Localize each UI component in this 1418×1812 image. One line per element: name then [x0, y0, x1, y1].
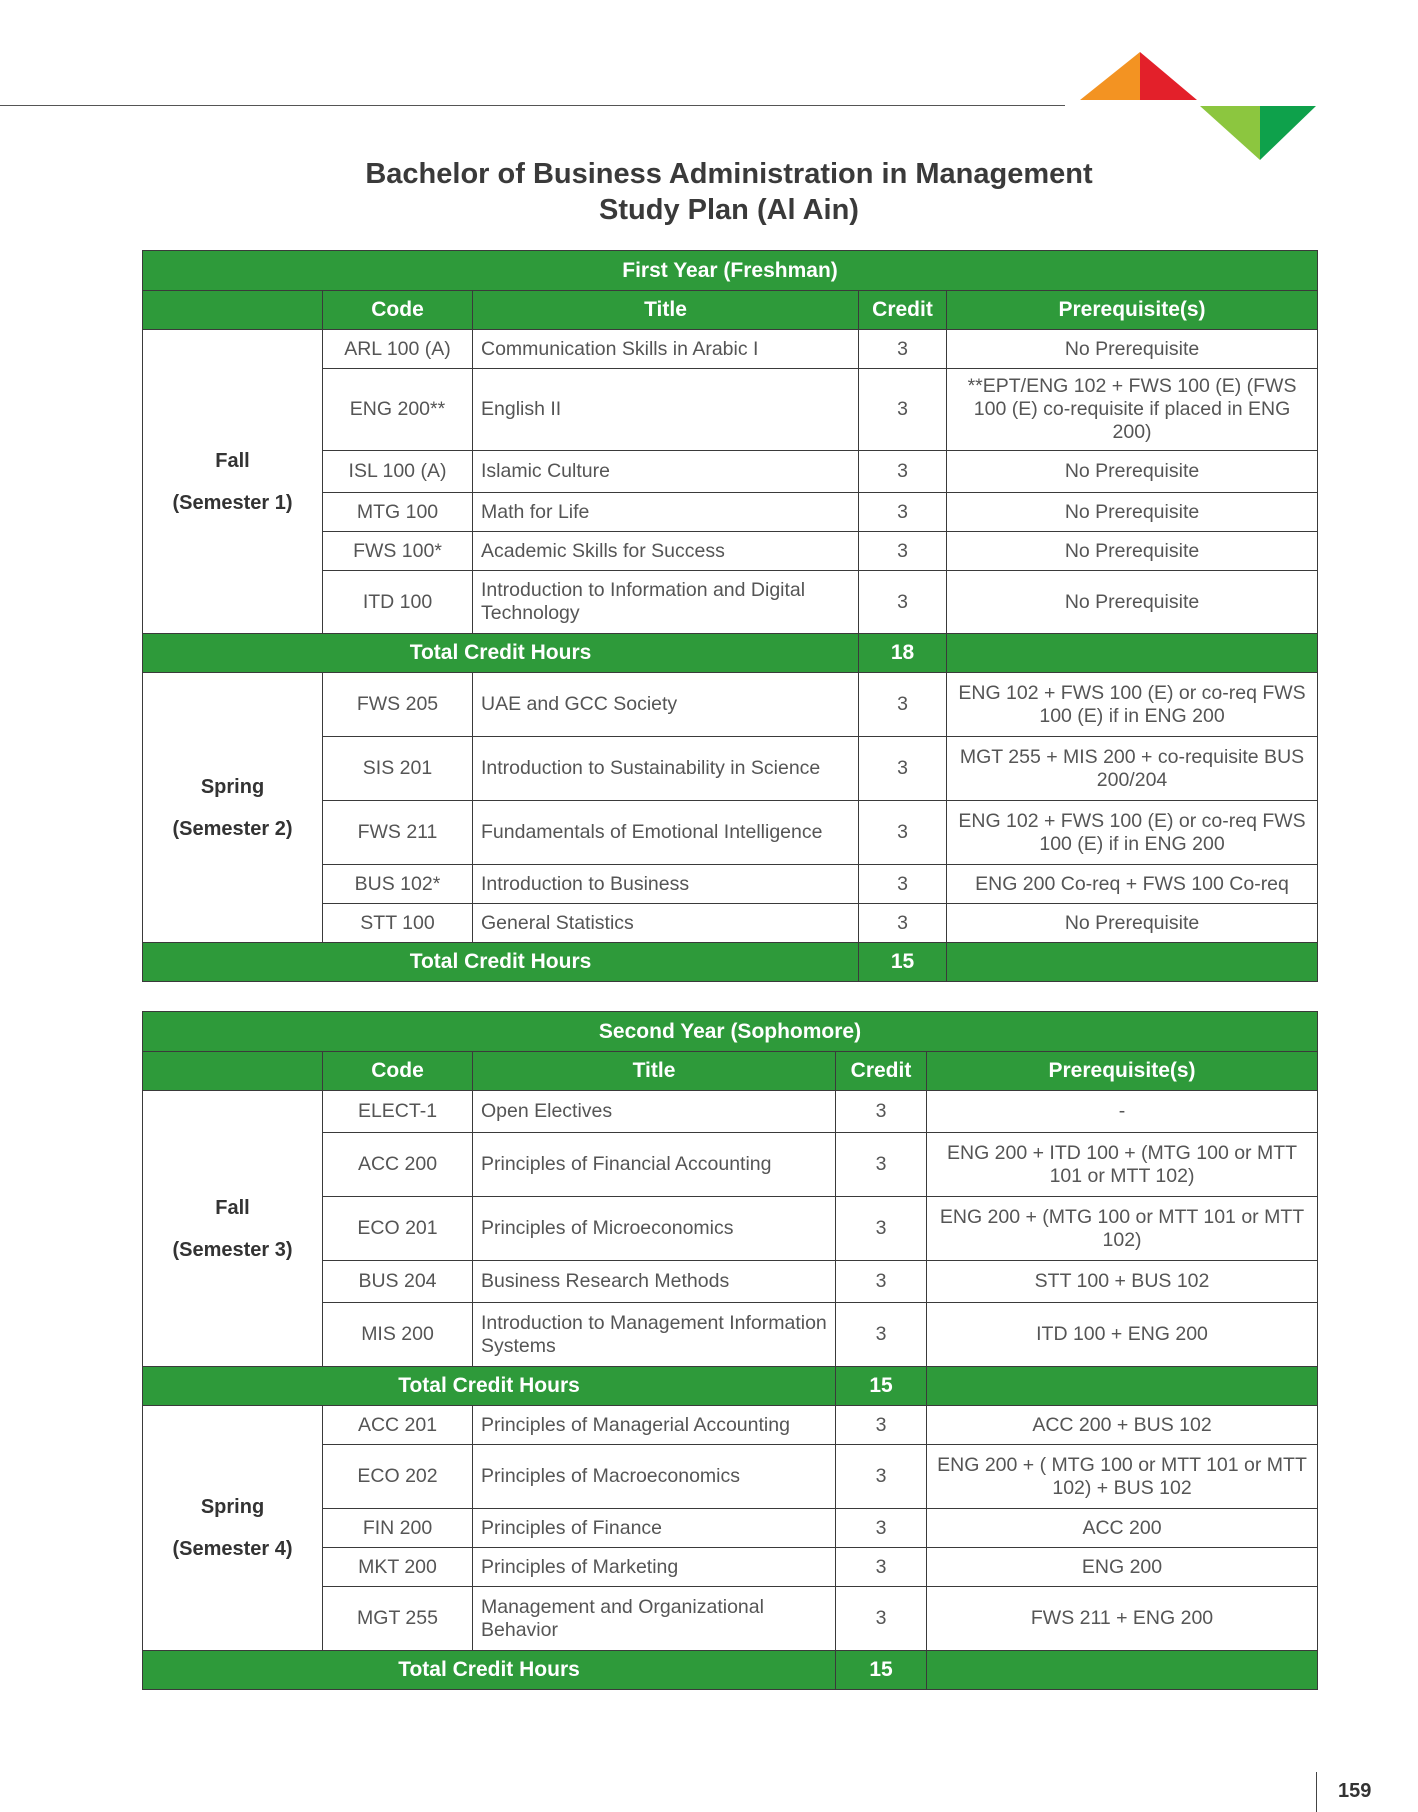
total-blank [927, 1651, 1318, 1690]
course-title [473, 571, 859, 634]
triangle-logo-icon [1080, 48, 1320, 164]
year-heading: First Year (Freshman) [143, 251, 1318, 291]
course-prereq [927, 1197, 1318, 1261]
course-credit: 3 [859, 532, 947, 571]
prereq-text: ENG 102 + FWS 100 (E) or co-req FWS 100 (E) if in ENG 200 [958, 809, 1306, 855]
total-label: Total Credit Hours [143, 1367, 836, 1406]
course-credit: 3 [836, 1197, 927, 1261]
course-code: FWS 211 [323, 801, 473, 865]
prereq-text: **EPT/ENG 102 + FWS 100 (E) (FWS 100 (E) co-requisite if placed in ENG 200) [967, 375, 1297, 443]
course-title-text: Management and Organizational Behavior [481, 1595, 764, 1641]
course-prereq: No Prerequisite [947, 571, 1318, 634]
course-credit: 3 [836, 1133, 927, 1197]
course-title: Open Electives [473, 1091, 836, 1133]
course-prereq [947, 737, 1318, 801]
total-row [143, 1367, 1318, 1406]
term-header [143, 291, 323, 330]
course-title: UAE and GCC Society [473, 673, 859, 737]
footer-rule [1316, 1772, 1317, 1812]
course-credit: 3 [836, 1548, 927, 1587]
course-credit: 3 [836, 1445, 927, 1509]
course-credit: 3 [859, 493, 947, 532]
course-title: Academic Skills for Success [473, 532, 859, 571]
course-code: FWS 205 [323, 673, 473, 737]
total-value: 15 [836, 1367, 927, 1406]
table-row [143, 1091, 1318, 1133]
prereq-header: Prerequisite(s) [927, 1052, 1318, 1091]
total-blank [927, 1367, 1318, 1406]
course-code: ISL 100 (A) [323, 451, 473, 493]
title-header: Title [473, 1052, 836, 1091]
header-rule [0, 105, 1065, 106]
prereq-text: MGT 255 + MIS 200 + co-requisite BUS 200/204 [959, 745, 1305, 791]
column-header-row [143, 1052, 1318, 1091]
course-credit: 3 [859, 801, 947, 865]
code-header: Code [323, 1052, 473, 1091]
course-credit: 3 [836, 1406, 927, 1445]
course-prereq: ENG 200 Co-req + FWS 100 Co-req [947, 865, 1318, 904]
total-label: Total Credit Hours [143, 634, 859, 673]
table-row [143, 673, 1318, 737]
course-credit: 3 [859, 369, 947, 451]
course-credit: 3 [836, 1303, 927, 1367]
total-row [143, 943, 1318, 982]
course-prereq [947, 673, 1318, 737]
course-code: ECO 201 [323, 1197, 473, 1261]
course-credit: 3 [859, 904, 947, 943]
course-title: Principles of Macroeconomics [473, 1445, 836, 1509]
table-row [143, 330, 1318, 369]
course-title: Fundamentals of Emotional Intelligence [473, 801, 859, 865]
semester-cell [143, 1406, 323, 1651]
total-label: Total Credit Hours [143, 1651, 836, 1690]
course-code: BUS 204 [323, 1261, 473, 1303]
course-code: ITD 100 [323, 571, 473, 634]
course-prereq: - [927, 1091, 1318, 1133]
term-name: Spring [200, 1496, 265, 1518]
credit-header: Credit [859, 291, 947, 330]
second-year-table [142, 1011, 1318, 1690]
term-name: Fall [215, 1196, 250, 1219]
course-credit: 3 [859, 865, 947, 904]
first-year-table [142, 250, 1318, 982]
course-prereq [947, 369, 1318, 451]
course-code: ACC 201 [323, 1406, 473, 1445]
course-prereq: ACC 200 + BUS 102 [927, 1406, 1318, 1445]
course-code: ECO 202 [323, 1445, 473, 1509]
prereq-text: ENG 200 + ITD 100 + (MTG 100 or MTT 101 or MTT 102) [947, 1141, 1298, 1187]
course-title: Principles of Financial Accounting [473, 1133, 836, 1197]
prereq-text: ENG 200 + (MTG 100 or MTT 101 or MTT 102) [939, 1205, 1305, 1251]
course-code: STT 100 [323, 904, 473, 943]
course-title [473, 1303, 836, 1367]
prereq-text: ENG 102 + FWS 100 (E) or co-req FWS 100 (E) if in ENG 200 [958, 681, 1306, 727]
course-prereq [947, 801, 1318, 865]
course-title: Communication Skills in Arabic I [473, 330, 859, 369]
course-credit: 3 [836, 1509, 927, 1548]
title-line-2: Study Plan (Al Ain) [599, 194, 859, 226]
total-row [143, 1651, 1318, 1690]
page-title [142, 156, 1316, 228]
course-credit: 3 [836, 1261, 927, 1303]
course-credit: 3 [859, 571, 947, 634]
course-prereq: ACC 200 [927, 1509, 1318, 1548]
total-value: 18 [859, 634, 947, 673]
title-line-1: Bachelor of Business Administration in Management [365, 158, 1093, 190]
course-title: Introduction to Sustainability in Science [473, 737, 859, 801]
semester-label: (Semester 3) [172, 1238, 293, 1261]
course-prereq: No Prerequisite [947, 451, 1318, 493]
course-code: MIS 200 [323, 1303, 473, 1367]
course-title-text: Introduction to Management Information Systems [481, 1311, 827, 1357]
course-code: MTG 100 [323, 493, 473, 532]
course-credit: 3 [859, 673, 947, 737]
course-code: SIS 201 [323, 737, 473, 801]
course-code: FIN 200 [323, 1509, 473, 1548]
table-row [143, 1406, 1318, 1445]
course-prereq: ITD 100 + ENG 200 [927, 1303, 1318, 1367]
total-blank [947, 634, 1318, 673]
course-title: Math for Life [473, 493, 859, 532]
semester-cell [143, 673, 323, 943]
course-code: ENG 200** [323, 369, 473, 451]
page-number: 159 [1338, 1780, 1372, 1802]
course-title [473, 1587, 836, 1651]
course-title: Business Research Methods [473, 1261, 836, 1303]
total-value: 15 [859, 943, 947, 982]
course-code: MKT 200 [323, 1548, 473, 1587]
course-prereq [927, 1445, 1318, 1509]
course-prereq: ENG 200 [927, 1548, 1318, 1587]
course-credit: 3 [859, 737, 947, 801]
course-prereq: No Prerequisite [947, 493, 1318, 532]
total-blank [947, 943, 1318, 982]
column-header-row [143, 291, 1318, 330]
course-prereq: STT 100 + BUS 102 [927, 1261, 1318, 1303]
course-code: ARL 100 (A) [323, 330, 473, 369]
semester-label: (Semester 1) [172, 491, 293, 514]
prereq-header: Prerequisite(s) [947, 291, 1318, 330]
course-code: FWS 100* [323, 532, 473, 571]
course-credit: 3 [836, 1587, 927, 1651]
semester-cell [143, 330, 323, 634]
course-title-text: Introduction to Information and Digital Technology [481, 579, 806, 624]
course-title: Introduction to Business [473, 865, 859, 904]
title-header: Title [473, 291, 859, 330]
total-label: Total Credit Hours [143, 943, 859, 982]
prereq-text: ENG 200 + ( MTG 100 or MTT 101 or MTT 102) + BUS 102 [937, 1453, 1307, 1499]
course-prereq: No Prerequisite [947, 532, 1318, 571]
total-row [143, 634, 1318, 673]
term-name: Fall [215, 449, 250, 472]
course-title: Principles of Marketing [473, 1548, 836, 1587]
course-title: Principles of Finance [473, 1509, 836, 1548]
course-code: ELECT-1 [323, 1091, 473, 1133]
course-title: Islamic Culture [473, 451, 859, 493]
code-header: Code [323, 291, 473, 330]
term-name: Spring [200, 775, 265, 798]
course-title: English II [473, 369, 859, 451]
course-credit: 3 [859, 330, 947, 369]
year-heading: Second Year (Sophomore) [143, 1012, 1318, 1052]
total-value: 15 [836, 1651, 927, 1690]
course-prereq: FWS 211 + ENG 200 [927, 1587, 1318, 1651]
semester-cell [143, 1091, 323, 1367]
course-prereq: No Prerequisite [947, 904, 1318, 943]
course-title: General Statistics [473, 904, 859, 943]
course-prereq: No Prerequisite [947, 330, 1318, 369]
course-title: Principles of Managerial Accounting [473, 1406, 836, 1445]
term-header [143, 1052, 323, 1091]
semester-label: (Semester 2) [172, 817, 293, 840]
course-code: ACC 200 [323, 1133, 473, 1197]
course-code: MGT 255 [323, 1587, 473, 1651]
credit-header: Credit [836, 1052, 927, 1091]
course-title: Principles of Microeconomics [473, 1197, 836, 1261]
semester-label: (Semester 4) [172, 1538, 293, 1560]
course-credit: 3 [859, 451, 947, 493]
course-credit: 3 [836, 1091, 927, 1133]
course-code: BUS 102* [323, 865, 473, 904]
course-prereq [927, 1133, 1318, 1197]
